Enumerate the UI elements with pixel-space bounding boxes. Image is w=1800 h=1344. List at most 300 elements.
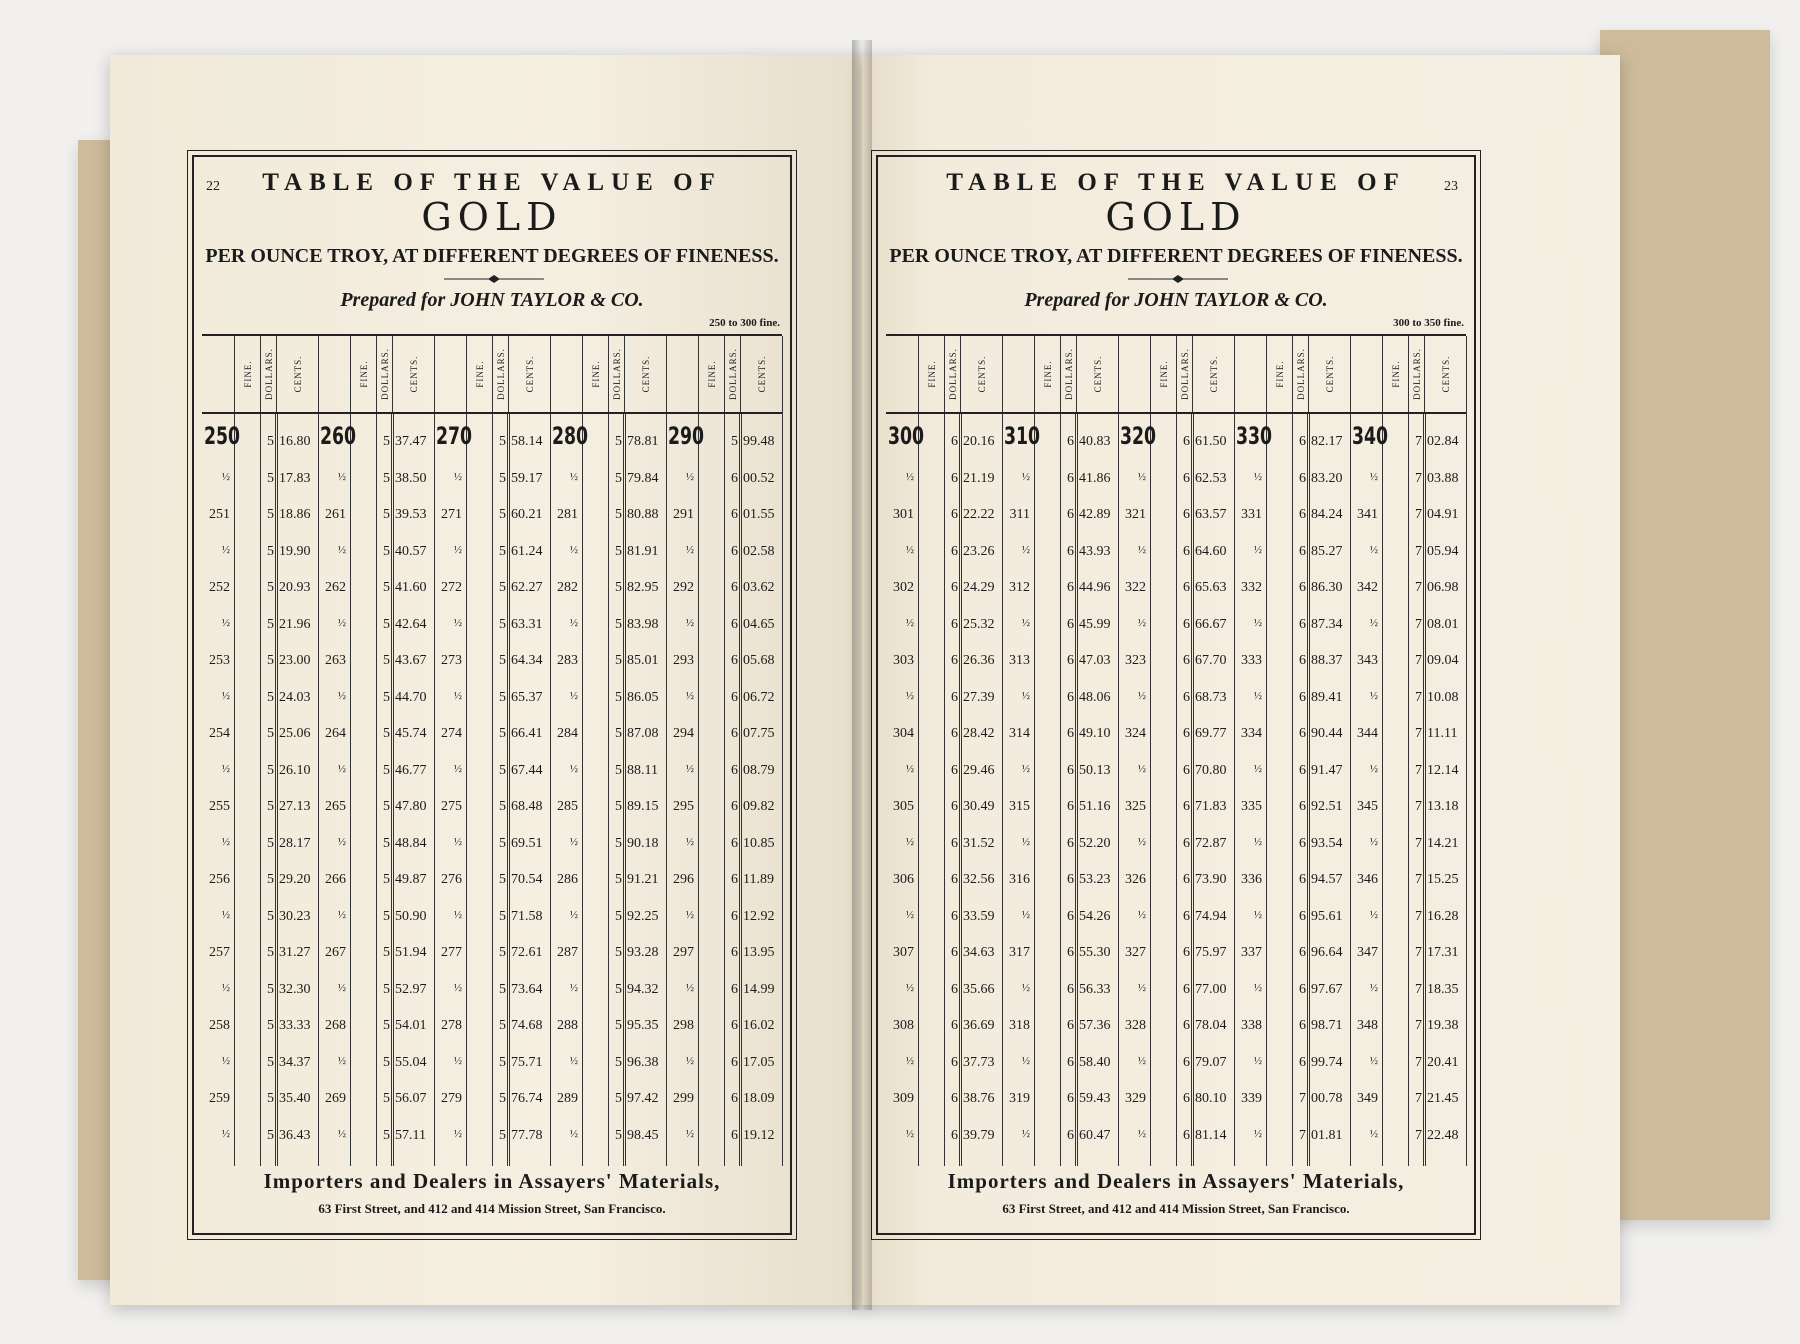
title-line-1: TABLE OF THE VALUE OF [946,169,1406,196]
cents-cell: 17.31 [1427,945,1459,960]
fineness-cell: 347 [1357,945,1378,960]
cents-cell: 90.44 [1311,726,1343,741]
fineness-cell: 257 [209,945,230,960]
cents-cell: 06.72 [743,689,775,705]
dollars-cell: 5 [267,1054,274,1070]
cents-cell: 78.04 [1195,1018,1227,1033]
table-row [666,653,782,673]
table-row [202,544,318,564]
table-row [886,726,1002,746]
dollars-cell: 5 [383,908,390,924]
column-header-label: CENTS. [641,355,651,393]
table-row [318,1055,434,1075]
ornament-divider-icon [1128,275,1228,283]
table-row [202,726,318,746]
cents-cell: 63.57 [1195,507,1227,522]
cents-cell: 41.60 [395,580,427,595]
cents-cell: 75.71 [511,1054,543,1070]
cents-cell: 14.21 [1427,835,1459,851]
dollars-cell: 5 [615,981,622,997]
dollars-cell: 5 [383,470,390,486]
table-row [318,617,434,637]
cents-cell: 19.38 [1427,1018,1459,1033]
table-row [1234,617,1350,637]
dollars-cell: 6 [1299,945,1306,960]
table-row [1350,872,1466,892]
cents-cell: 61.50 [1195,434,1227,449]
fineness-cell: ½ [685,470,694,483]
column-header-label: DOLLARS. [612,348,622,400]
fineness-cell: ½ [453,762,462,775]
fineness-cell: 273 [441,653,462,668]
cents-cell: 35.66 [963,981,995,997]
table-row [666,1055,782,1075]
dollars-cell: 6 [1299,762,1306,778]
dollars-cell: 7 [1415,470,1422,486]
fineness-cell: ½ [905,981,914,994]
dollars-cell: 6 [731,543,738,559]
table-block [434,336,551,1166]
cents-cell: 06.98 [1427,580,1459,595]
dollars-cell: 6 [951,470,958,486]
table-row [1234,507,1350,527]
cents-cell: 62.53 [1195,470,1227,486]
fineness-cell: 266 [325,872,346,887]
table-row [1118,909,1234,929]
dollars-cell: 5 [615,762,622,778]
fineness-cell: ½ [685,616,694,629]
fineness-cell: ½ [569,762,578,775]
cents-cell: 65.63 [1195,580,1227,595]
dollars-cell: 5 [499,616,506,632]
cents-cell: 35.40 [279,1091,311,1106]
dollars-cell: 5 [499,762,506,778]
dollars-cell: 6 [1299,616,1306,632]
fineness-cell: ½ [337,689,346,702]
column-header-label: DOLLARS. [948,348,958,400]
column-header-label: CENTS. [1093,355,1103,393]
dollars-cell: 6 [731,507,738,522]
fineness-cell: 334 [1241,726,1262,741]
dollars-cell: 5 [383,580,390,595]
dollars-cell: 6 [1183,908,1190,924]
cents-cell: 58.40 [1079,1054,1111,1070]
fineness-cell: 255 [209,799,230,814]
fineness-cell: ½ [569,689,578,702]
cents-cell: 57.36 [1079,1018,1111,1033]
table-row [318,909,434,929]
cents-cell: 72.61 [511,945,543,960]
cents-cell: 24.03 [279,689,311,705]
fineness-cell: 277 [441,945,462,960]
table-row [1002,617,1118,637]
table-row [318,690,434,710]
cents-cell: 87.08 [627,726,659,741]
table-row [1118,872,1234,892]
table-row [1234,434,1350,454]
footer-address: 63 First Street, and 412 and 414 Mission Street, San Francisco. [318,1201,666,1216]
table-row [1118,726,1234,746]
table-row [318,471,434,491]
cents-cell: 87.34 [1311,616,1343,632]
fineness-cell: ½ [685,543,694,556]
cents-cell: 20.93 [279,580,311,595]
cents-cell: 39.53 [395,507,427,522]
cents-cell: 73.64 [511,981,543,997]
fineness-cell: 315 [1009,799,1030,814]
fineness-cell: ½ [1369,981,1378,994]
fineness-cell: ½ [569,1054,578,1067]
dollars-cell: 6 [1299,653,1306,668]
fineness-cell: 332 [1241,580,1262,595]
dollars-cell: 6 [1299,1054,1306,1070]
table-block [1234,336,1351,1166]
cents-cell: 97.67 [1311,981,1343,997]
column-header-label: FINE. [1043,360,1053,388]
dollars-cell: 6 [731,616,738,632]
table-row [1234,909,1350,929]
dollars-cell: 6 [1183,726,1190,741]
table-row [318,872,434,892]
table-row [1234,471,1350,491]
cents-cell: 02.58 [743,543,775,559]
fineness-cell: 311 [1009,507,1030,522]
fineness-cell: 302 [893,580,914,595]
dollars-cell: 6 [1299,981,1306,997]
table-row [434,653,550,673]
cents-cell: 16.28 [1427,908,1459,924]
dollars-cell: 6 [1183,799,1190,814]
dollars-cell: 5 [615,1127,622,1143]
table-row [1234,690,1350,710]
cents-cell: 83.20 [1311,470,1343,486]
dollars-cell: 6 [731,762,738,778]
cents-cell: 05.94 [1427,543,1459,559]
dollars-cell: 5 [383,872,390,887]
table-block [318,336,435,1166]
dollars-cell: 5 [615,689,622,705]
dollars-cell: 5 [499,872,506,887]
fineness-cell: 339 [1241,1091,1262,1106]
dollars-cell: 6 [731,580,738,595]
dollars-cell: 6 [1183,434,1190,449]
cents-cell: 12.14 [1427,762,1459,778]
block-base-fineness: 250 [204,422,241,450]
fineness-cell: ½ [569,616,578,629]
table-row [1002,1128,1118,1148]
dollars-cell: 5 [615,1018,622,1033]
cents-cell: 15.25 [1427,872,1459,887]
fineness-cell: 313 [1009,653,1030,668]
fineness-cell: ½ [905,908,914,921]
dollars-cell: 6 [1299,543,1306,559]
table-row [1002,580,1118,600]
table-row [550,799,666,819]
cents-cell: 02.84 [1427,434,1459,449]
cents-cell: 98.71 [1311,1018,1343,1033]
table-row [202,945,318,965]
fineness-cell: 258 [209,1018,230,1033]
page-number: 22 [206,179,220,194]
fineness-cell: ½ [905,616,914,629]
fineness-cell: ½ [453,689,462,702]
table-row [1350,1055,1466,1075]
cents-cell: 72.87 [1195,835,1227,851]
dollars-cell: 6 [1067,1127,1074,1143]
table-row [886,471,1002,491]
dollars-cell: 5 [383,799,390,814]
dollars-cell: 5 [267,908,274,924]
fineness-range: 250 to 300 fine. [709,317,780,329]
table-row [666,909,782,929]
table-row [550,690,666,710]
dollars-cell: 6 [951,1018,958,1033]
cents-cell: 57.11 [395,1127,426,1143]
cents-cell: 83.98 [627,616,659,632]
cents-cell: 77.00 [1195,981,1227,997]
fineness-cell: ½ [1137,1054,1146,1067]
fineness-cell: 336 [1241,872,1262,887]
dollars-cell: 6 [951,872,958,887]
dollars-cell: 5 [731,434,738,449]
dollars-cell: 5 [267,762,274,778]
fineness-cell: ½ [221,689,230,702]
fineness-cell: 349 [1357,1091,1378,1106]
cents-cell: 68.73 [1195,689,1227,705]
cents-cell: 96.38 [627,1054,659,1070]
table-row [550,653,666,673]
table-row [886,434,1002,454]
dollars-cell: 7 [1299,1127,1306,1143]
fineness-cell: ½ [1137,762,1146,775]
table-row [886,1055,1002,1075]
table-row [1002,763,1118,783]
fineness-cell: 338 [1241,1018,1262,1033]
cents-cell: 23.26 [963,543,995,559]
fineness-cell: ½ [1253,762,1262,775]
cents-cell: 64.60 [1195,543,1227,559]
fineness-cell: ½ [337,908,346,921]
table-row [886,945,1002,965]
cents-cell: 43.67 [395,653,427,668]
table-row [666,945,782,965]
cents-cell: 46.77 [395,762,427,778]
dollars-cell: 7 [1415,507,1422,522]
column-header-label: FINE. [1391,360,1401,388]
table-row [318,1128,434,1148]
table-row [434,1055,550,1075]
fineness-cell: ½ [1253,835,1262,848]
table-row [202,982,318,1002]
dollars-cell: 7 [1415,616,1422,632]
table-row [1350,1018,1466,1038]
fineness-cell: ½ [221,470,230,483]
fineness-cell: 348 [1357,1018,1378,1033]
block-base-fineness: 300 [888,422,925,450]
cents-cell: 10.85 [743,835,775,851]
cents-cell: 86.05 [627,689,659,705]
table-row [666,690,782,710]
dollars-cell: 5 [615,872,622,887]
fineness-cell: 254 [209,726,230,741]
table-row [1118,1018,1234,1038]
fineness-cell: ½ [1369,543,1378,556]
table-row [1002,1055,1118,1075]
cents-cell: 07.75 [743,726,775,741]
table-row [1350,1128,1466,1148]
cents-cell: 73.90 [1195,872,1227,887]
fineness-cell: ½ [569,981,578,994]
dollars-cell: 5 [499,507,506,522]
fineness-cell: 283 [557,653,578,668]
fineness-cell: 252 [209,580,230,595]
fineness-cell: 264 [325,726,346,741]
table-row [1002,726,1118,746]
fineness-cell: 306 [893,872,914,887]
cents-cell: 47.80 [395,799,427,814]
table-block [202,336,319,1166]
table-row [886,507,1002,527]
fineness-cell: ½ [221,1054,230,1067]
fineness-cell: ½ [1021,1054,1030,1067]
table-row [1002,434,1118,454]
cents-cell: 52.97 [395,981,427,997]
cents-cell: 40.83 [1079,434,1111,449]
dollars-cell: 6 [1067,981,1074,997]
column-header-label: FINE. [1275,360,1285,388]
dollars-cell: 7 [1415,872,1422,887]
fineness-cell: 341 [1357,507,1378,522]
table-row [1002,544,1118,564]
table-block [1002,336,1119,1166]
cents-cell: 30.23 [279,908,311,924]
dollars-cell: 6 [951,434,958,449]
cents-cell: 34.63 [963,945,995,960]
fineness-cell: ½ [1021,908,1030,921]
fineness-cell: 281 [557,507,578,522]
fineness-cell: ½ [1021,1127,1030,1140]
table-row [202,507,318,527]
dollars-cell: 5 [499,799,506,814]
cents-cell: 67.44 [511,762,543,778]
block-base-fineness: 340 [1352,422,1389,450]
dollars-cell: 5 [267,726,274,741]
table-row [202,471,318,491]
dollars-cell: 6 [731,470,738,486]
table-row [550,434,666,454]
table-row [1350,434,1466,454]
fineness-cell: ½ [905,1127,914,1140]
fineness-cell: 284 [557,726,578,741]
fineness-cell: ½ [1369,1127,1378,1140]
cents-cell: 97.42 [627,1091,659,1106]
column-header-label: DOLLARS. [1064,348,1074,400]
cents-cell: 38.76 [963,1091,995,1106]
fineness-cell: 275 [441,799,462,814]
column-header-label: DOLLARS. [264,348,274,400]
cents-cell: 04.65 [743,616,775,632]
table-row [434,872,550,892]
fineness-cell: 256 [209,872,230,887]
dollars-cell: 6 [1183,689,1190,705]
fineness-cell: ½ [685,908,694,921]
cents-cell: 17.05 [743,1054,775,1070]
dollars-cell: 5 [383,616,390,632]
cents-cell: 91.47 [1311,762,1343,778]
fineness-cell: 319 [1009,1091,1030,1106]
dollars-cell: 5 [383,1054,390,1070]
fineness-cell: 291 [673,507,694,522]
fineness-cell: ½ [685,1127,694,1140]
column-header-label: FINE. [1159,360,1169,388]
cents-cell: 22.48 [1427,1127,1459,1143]
table-row [1350,799,1466,819]
dollars-cell: 5 [267,1091,274,1106]
block-base-fineness: 310 [1004,422,1041,450]
fineness-cell: ½ [569,1127,578,1140]
fineness-cell: ½ [905,762,914,775]
dollars-cell: 6 [951,507,958,522]
table-frame [192,155,792,1235]
cents-cell: 16.02 [743,1018,775,1033]
table-row [1350,836,1466,856]
dollars-cell: 6 [1067,799,1074,814]
cents-cell: 77.78 [511,1127,543,1143]
column-header-label: CENTS. [293,355,303,393]
dollars-cell: 6 [731,689,738,705]
fineness-cell: ½ [1253,689,1262,702]
dollars-cell: 5 [383,434,390,449]
cents-cell: 31.27 [279,945,311,960]
cents-cell: 89.15 [627,799,659,814]
table-row [1234,653,1350,673]
dollars-cell: 5 [499,1091,506,1106]
table-row [318,763,434,783]
table-block [550,336,667,1166]
table-row [550,1018,666,1038]
table-row [434,471,550,491]
dollars-cell: 6 [1067,689,1074,705]
dollars-cell: 7 [1299,1091,1306,1106]
cents-cell: 47.03 [1079,653,1111,668]
cents-cell: 69.51 [511,835,543,851]
dollars-cell: 5 [615,1054,622,1070]
table-row [202,653,318,673]
table-row [434,982,550,1002]
dollars-cell: 6 [731,908,738,924]
table-row [666,434,782,454]
dollars-cell: 6 [1299,470,1306,486]
fineness-cell: ½ [905,689,914,702]
table-row [434,507,550,527]
fineness-cell: 327 [1125,945,1146,960]
dollars-cell: 6 [731,1091,738,1106]
dollars-cell: 7 [1415,543,1422,559]
cents-cell: 53.23 [1079,872,1111,887]
dollars-cell: 6 [731,981,738,997]
table-row [666,507,782,527]
fineness-cell: 274 [441,726,462,741]
dollars-cell: 7 [1415,689,1422,705]
cents-cell: 49.87 [395,872,427,887]
fineness-cell: 337 [1241,945,1262,960]
dollars-cell: 5 [499,434,506,449]
cents-cell: 26.36 [963,653,995,668]
table-row [1350,945,1466,965]
table-row [1118,507,1234,527]
column-header-label: FINE. [359,360,369,388]
cents-cell: 05.68 [743,653,775,668]
